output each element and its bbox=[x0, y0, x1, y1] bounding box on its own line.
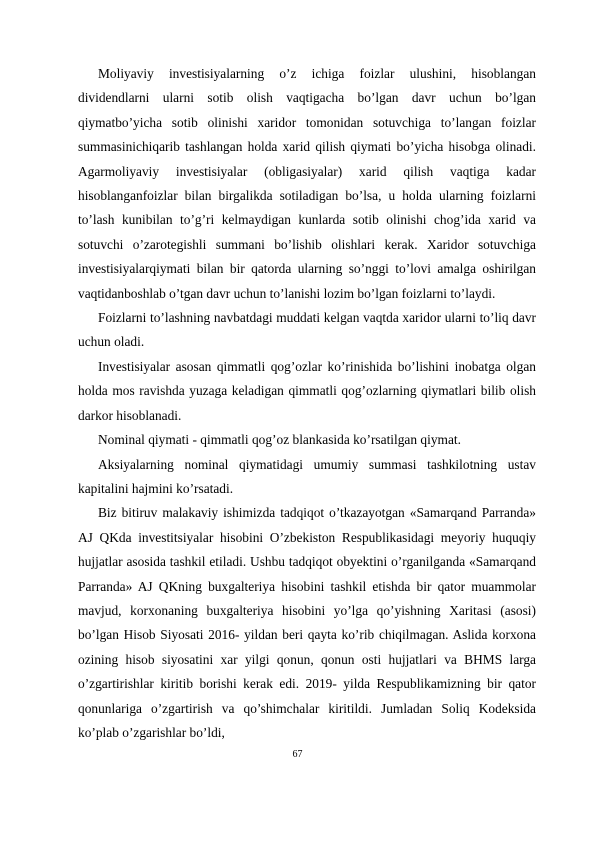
paragraph-5: Aksiyalarning nominal qiymatidagi umumiy summasi tashkilotning ustav kapitalini hajmini ko’rsatadi. bbox=[78, 456, 536, 496]
paragraph-1: Moliyaviy investisiyalarning o’z ichiga foizlar ulushini, hisoblangan dividendlarni ularni sotib olish vaqtigacha bo’lgan davr uchun bo’lgan qiymatbo’yicha sotib olinishi xaridor tomonidan sotuvchiga to’langan foizlar summasinichiqarib tashlangan holda xarid qilish qiymati bo’yicha hisobga olinadi. Agarmoliyaviy investisiyalar (obligasiyalar) xarid qilish vaqtiga kadar hisoblanganfoizlar bilan birgalikda sotiladigan bo’lsa, u holda ularning foizlarni to’lash kunibilan to’g’ri kelmaydigan kunlarda sotib olinishi chog’ida xarid va sotuvchi o’zaroteg​ishli summani bo’lishib olishlari kerak. Xaridor sotuvchiga investisiyalarqiymati bilan bir qatorda ularning so’nggi to’lovi amalga oshirilgan vaqtidanboshlab o’tgan davr uchun to’lanishi lozim bo’lgan foizlarni to’laydi. bbox=[78, 66, 536, 301]
paragraph-4: Nominal qiymati - qimmatli qog’oz blankasida ko’rsatilgan qiymat. bbox=[98, 432, 461, 448]
body-text bbox=[78, 62, 536, 745]
page-number: 67 bbox=[292, 749, 303, 760]
paragraph-3: Investisiyalar asosan qimmatli qog’ozlar ko’rinishida bo’lishini inobatga olgan holda mos ravishda yuzaga keladigan qimmatli qog’ozlarning qiymatlari bilib olish darkor hisoblanadi. bbox=[78, 358, 536, 423]
paragraph-6: Biz bitiruv malakaviy ishimizda tadqiqot o’tkazayotgan «Samarqand Parranda» AJ QKda investitsiyalar hisobini O’zbekiston Respublikasidagi meyoriy huquqiy hujjatlar asosida tashkil etiladi. Ushbu tadqiqot obyektini o’rganilganda «Samarqand Parranda» AJ QKning buxgalteriya hisobini tashkil etishda bir qator muammolar mavjud, korxonaning buxgalteriya hisobini yo’lga qo’yishning Xaritasi (asosi) bo’lgan Hisob Siyosati 2016- yildan beri qayta ko’rib chiqilmagan. Aslida korxona ozining hisob siyosatini xar yilgi qonun, qonun osti hujjatlari va BHMS larga o’zgartirishlar kiritib borishi kerak edi. 2019- yilda Respublikamizning bir qator qonunlariga o’zgartirish va qo’shimchalar kiritildi. Jumladan Soliq Kodeksida ko’plab o’zgarishlar bo’ldi, bbox=[78, 505, 536, 740]
paragraph-2: Foizlarni to’lashning navbatdagi muddati kelgan vaqtda xaridor ularni to’liq davr uchun oladi. bbox=[78, 310, 536, 350]
